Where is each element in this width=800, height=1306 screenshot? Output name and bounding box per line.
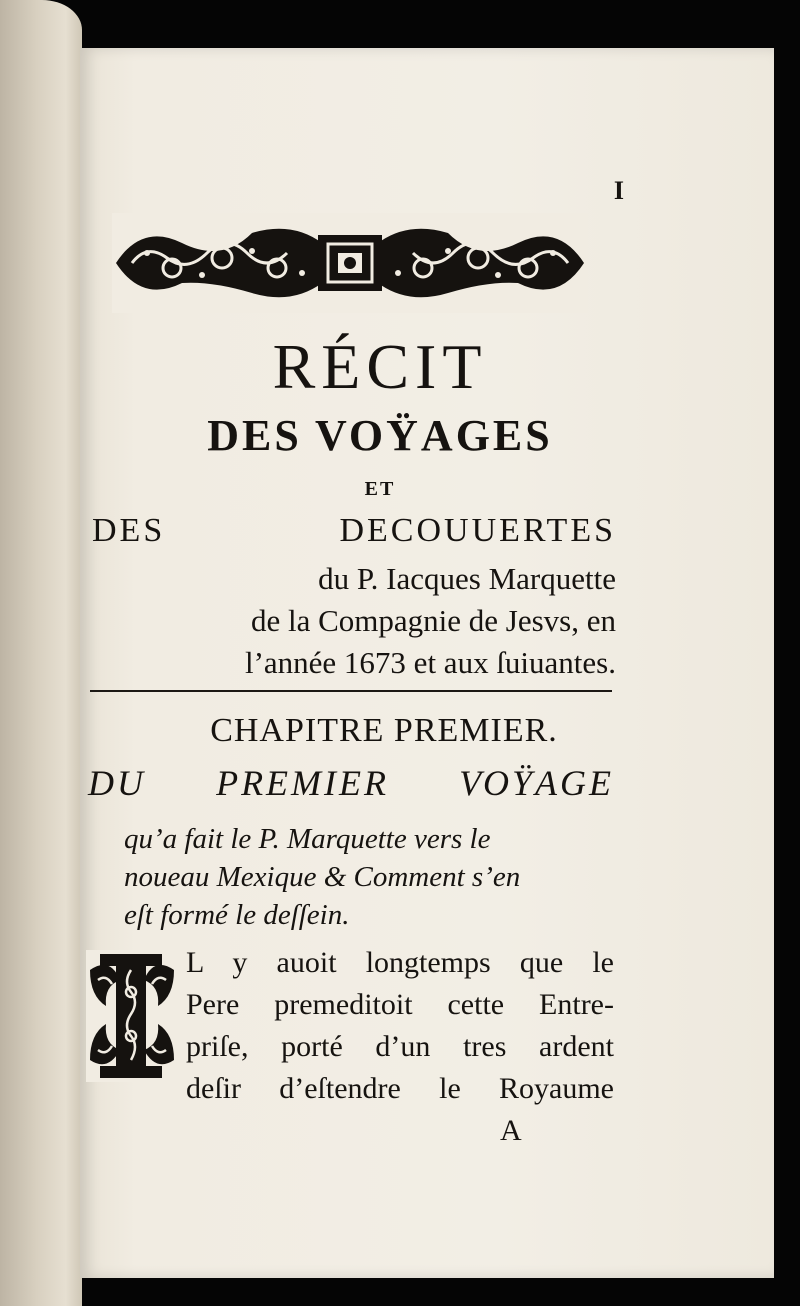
body-line-3: priſe, porté d’un tres ardent <box>186 1030 614 1063</box>
body-line-1: L y auoit longtemps que le <box>186 946 614 979</box>
page-number: I <box>613 176 624 205</box>
subtitle-line-3: l’année 1673 et aux ſuiuantes. <box>244 645 616 680</box>
ornate-initial-i-icon <box>86 950 178 1082</box>
title-recit: RÉCIT <box>272 331 488 402</box>
title-des-decouuertes <box>92 512 616 550</box>
title-word-decouuertes: DECOUUERTES <box>339 512 616 549</box>
body-line-2: Pere premeditoit cette Entre- <box>186 988 614 1021</box>
chapter-heading: CHAPITRE PREMIER. <box>210 712 558 749</box>
chapter-desc-line-2: noueau Mexique & Comment s’en <box>124 861 521 893</box>
chapter-desc-line-1: qu’a fait le P. Marquette vers le <box>124 823 491 855</box>
body-line-4: deſir d’eſtendre le Royaume <box>186 1072 614 1105</box>
section-rule <box>90 690 612 692</box>
chapter-desc-line-3: eſt formé le deſſein. <box>124 899 350 931</box>
title-word-des: DES <box>92 512 166 549</box>
title-et: ET <box>364 478 396 500</box>
facing-page-edge <box>0 0 82 1306</box>
signature-mark: A <box>500 1114 522 1147</box>
subtitle-line-2: de la Compagnie de Jesvs, en <box>250 603 616 638</box>
title-des-voyages: DES VOŸAGES <box>207 411 553 460</box>
chapter-subheading: DU PREMIER VOŸAGE <box>88 763 614 803</box>
ornamental-headpiece-icon <box>112 213 588 313</box>
subtitle-line-1: du P. Iacques Marquette <box>318 561 616 596</box>
